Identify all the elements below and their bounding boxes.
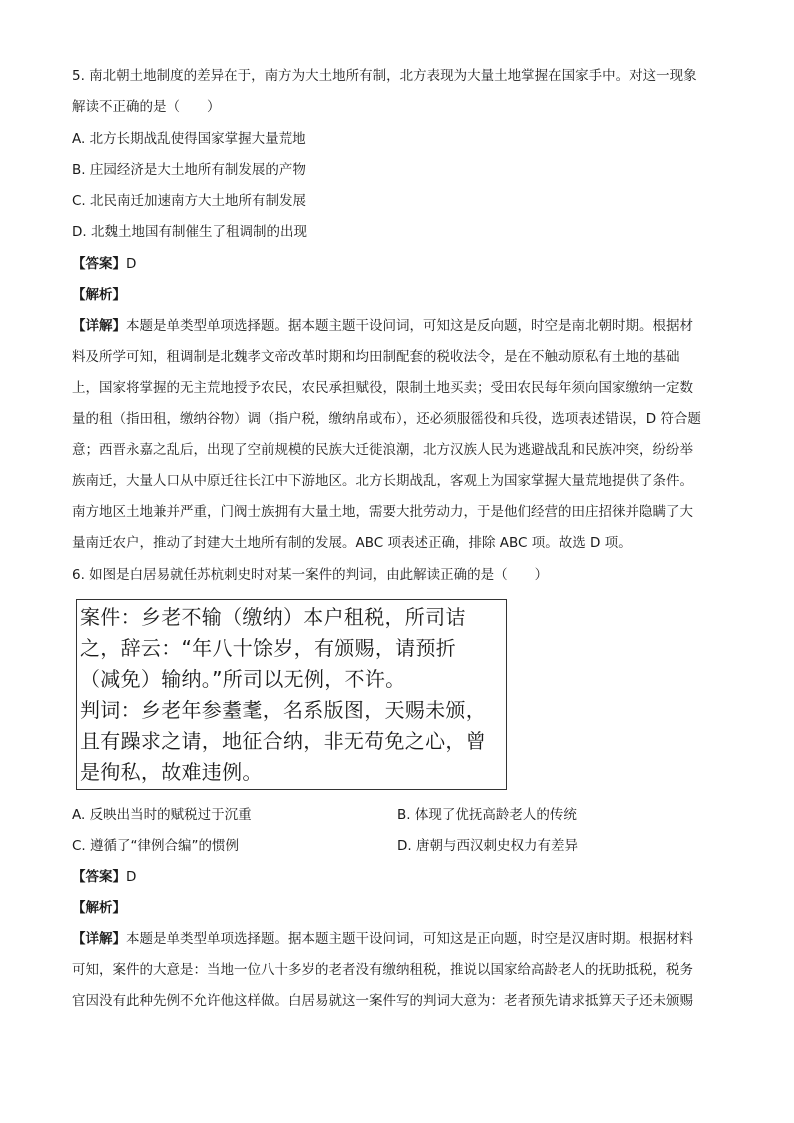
q6-case-line-1: 案件：乡老不输（缴纳）本户租税，所司诘	[80, 605, 466, 629]
q5-explanation-line-3: 上，国家将掌握的无主荒地授予农民，农民承担赋役，限制土地买卖；受田农民每年须向国家缴纳一定数	[72, 380, 693, 396]
q6-option-c: C. 遵循了“律例合编”的惯例	[72, 838, 239, 854]
q5-option-a: A. 北方长期战乱使得国家掌握大量荒地	[72, 131, 306, 147]
q6-explanation-text-1: 本题是单类型单项选择题。据本题主题干设问词，可知这是正向题，时空是汉唐时期。根据材料	[126, 931, 693, 947]
q5-stem-line-2: 解读不正确的是（ ）	[72, 99, 221, 115]
q6-answer-tag: 【答案】	[72, 869, 126, 885]
q5-detail-tag: 【详解】	[72, 318, 126, 334]
q5-answer-tag: 【答案】	[72, 256, 126, 272]
q5-answer-line	[72, 255, 724, 273]
q6-option-b: B. 体现了优抚高龄老人的传统	[397, 807, 577, 823]
q5-explanation-line-7: 南方地区土地兼并严重，门阀士族拥有大量土地，需要大批劳动力，于是他们经营的田庄招徕并隐瞒了大	[72, 504, 693, 520]
q6-detail-tag: 【详解】	[72, 931, 126, 947]
q5-option-c: C. 北民南迁加速南方大土地所有制发展	[72, 193, 307, 209]
q6-case-line-6: 是徇私，故难违例。	[80, 760, 263, 784]
q6-case-line-2: 之，辞云：“年八十馀岁，有颁赐，请预折	[80, 636, 457, 660]
q5-option-b: B. 庄园经济是大土地所有制发展的产物	[72, 162, 306, 178]
q6-answer-value: D	[126, 869, 137, 885]
q5-explanation-text-1: 本题是单类型单项选择题。据本题主题干设问词，可知这是反向题，时空是南北朝时期。根据材	[126, 318, 693, 334]
q6-explanation-line-3: 官因没有此种先例不允许他这样做。白居易就这一案件写的判词大意为：老者预先请求抵算天子还未颁赐	[72, 993, 693, 1009]
q6-case-line-3: （减免）输纳。”所司以无例，不许。	[80, 667, 406, 691]
q5-explanation-line-6: 族南迁，大量人口从中原迁往长江中下游地区。北方长期战乱，客观上为国家掌握大量荒地提供了条件。	[72, 473, 693, 489]
q6-explanation-line-1	[72, 930, 724, 948]
q5-analysis-tag: 【解析】	[72, 287, 126, 303]
q6-stem: 6. 如图是白居易就任苏杭刺史时对某一案件的判词，由此解读正确的是（ ）	[72, 567, 549, 583]
q6-option-a: A. 反映出当时的赋税过于沉重	[72, 807, 252, 823]
q6-option-d: D. 唐朝与西汉刺史权力有差异	[397, 838, 578, 854]
q6-analysis-tag: 【解析】	[72, 900, 126, 916]
q6-answer-line	[72, 868, 724, 886]
q6-analysis-heading	[72, 899, 724, 917]
q6-case-line-4: 判词：乡老年参耋耄，名系版图，天赐未颁，	[80, 698, 486, 722]
q5-explanation-line-5: 意；西晋永嘉之乱后，出现了空前规模的民族大迁徙浪潮，北方汉族人民为逃避战乱和民族冲突，纷纷举	[72, 442, 693, 458]
q6-case-material-box	[76, 599, 507, 790]
q5-stem-line-1: 5. 南北朝土地制度的差异在于，南方为大土地所有制，北方表现为大量土地掌握在国家手中。对这一现象	[72, 68, 697, 84]
q5-analysis-heading	[72, 286, 724, 304]
q5-explanation-line-4: 量的租（指田租，缴纳谷物）调（指户税，缴纳帛或布），还必须服徭役和兵役，选项表述错误，D 符合题	[72, 411, 701, 427]
q5-answer-value: D	[126, 256, 137, 272]
q6-case-line-5: 且有躁求之请，地征合纳，非无苟免之心，曾	[80, 729, 486, 753]
q5-explanation-line-8: 量南迁农户，推动了封建大土地所有制的发展。ABC 项表述正确，排除 ABC 项。故选 D 项。	[72, 535, 632, 551]
q6-explanation-line-2: 可知，案件的大意是：当地一位八十多岁的老者没有缴纳租税，推说以国家给高龄老人的抚助抵税，税务	[72, 962, 693, 978]
q5-explanation-line-2: 料及所学可知，租调制是北魏孝文帝改革时期和均田制配套的税收法令，是在不触动原私有土地的基础	[72, 349, 680, 365]
q5-explanation-line-1	[72, 317, 724, 335]
q5-option-d: D. 北魏土地国有制催生了租调制的出现	[72, 224, 307, 240]
